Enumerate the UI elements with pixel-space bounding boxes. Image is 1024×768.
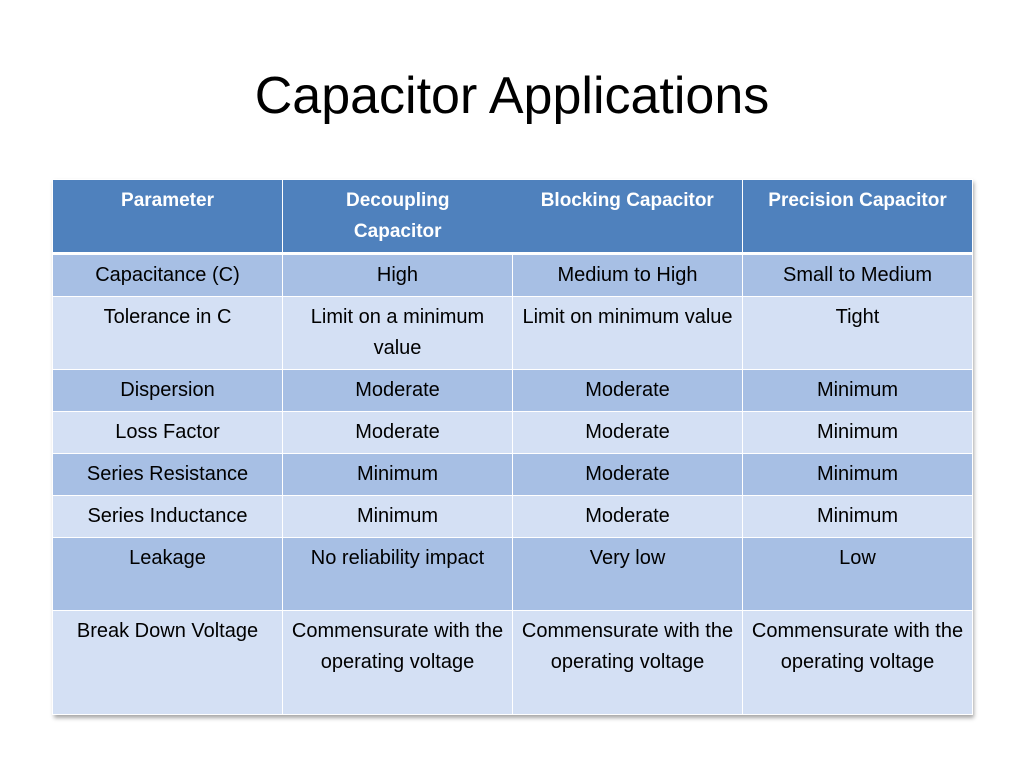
table-cell: Break Down Voltage bbox=[53, 611, 283, 715]
table-cell: Commensurate with the operating voltage bbox=[743, 611, 973, 715]
table-cell: Minimum bbox=[743, 370, 973, 412]
table-cell: Tight bbox=[743, 297, 973, 370]
header-decoupling-blocking bbox=[283, 180, 743, 254]
table-cell: Minimum bbox=[743, 412, 973, 454]
table-row bbox=[53, 496, 973, 538]
applications-table-container bbox=[52, 179, 972, 715]
table-cell: Moderate bbox=[513, 412, 743, 454]
table-row bbox=[53, 538, 973, 611]
table-cell: Capacitance (C) bbox=[53, 254, 283, 297]
slide-title: Capacitor Applications bbox=[254, 67, 770, 125]
table-cell: Limit on a minimum value bbox=[283, 297, 513, 370]
table-row bbox=[53, 297, 973, 370]
table-header-row bbox=[53, 180, 973, 254]
table-cell: Moderate bbox=[513, 454, 743, 496]
table-cell: High bbox=[283, 254, 513, 297]
table-cell: Dispersion bbox=[53, 370, 283, 412]
applications-table bbox=[52, 179, 973, 715]
header-decoupling: Decoupling Capacitor bbox=[346, 190, 450, 242]
table-row bbox=[53, 254, 973, 297]
table-row bbox=[53, 412, 973, 454]
header-parameter: Parameter bbox=[53, 180, 283, 254]
table-cell: Leakage bbox=[53, 538, 283, 611]
table-cell: Moderate bbox=[513, 370, 743, 412]
table-row bbox=[53, 370, 973, 412]
table-cell: Commensurate with the operating voltage bbox=[283, 611, 513, 715]
table-cell: Low bbox=[743, 538, 973, 611]
table-cell: Medium to High bbox=[513, 254, 743, 297]
table-cell: Series Inductance bbox=[53, 496, 283, 538]
table-cell: Moderate bbox=[283, 412, 513, 454]
table-cell: Small to Medium bbox=[743, 254, 973, 297]
table-cell: Minimum bbox=[283, 454, 513, 496]
table-cell: Loss Factor bbox=[53, 412, 283, 454]
table-cell: Moderate bbox=[513, 496, 743, 538]
table-cell: Minimum bbox=[743, 496, 973, 538]
table-cell: Commensurate with the operating voltage bbox=[513, 611, 743, 715]
table-cell: Minimum bbox=[283, 496, 513, 538]
table-cell: Moderate bbox=[283, 370, 513, 412]
table-cell: Series Resistance bbox=[53, 454, 283, 496]
header-precision: Precision Capacitor bbox=[743, 180, 973, 254]
table-cell: No reliability impact bbox=[283, 538, 513, 611]
table-row bbox=[53, 611, 973, 715]
header-blocking: Blocking Capacitor bbox=[540, 190, 714, 211]
table-cell: Minimum bbox=[743, 454, 973, 496]
table-cell: Tolerance in C bbox=[53, 297, 283, 370]
table-cell: Very low bbox=[513, 538, 743, 611]
table-row bbox=[53, 454, 973, 496]
table-cell: Limit on minimum value bbox=[513, 297, 743, 370]
